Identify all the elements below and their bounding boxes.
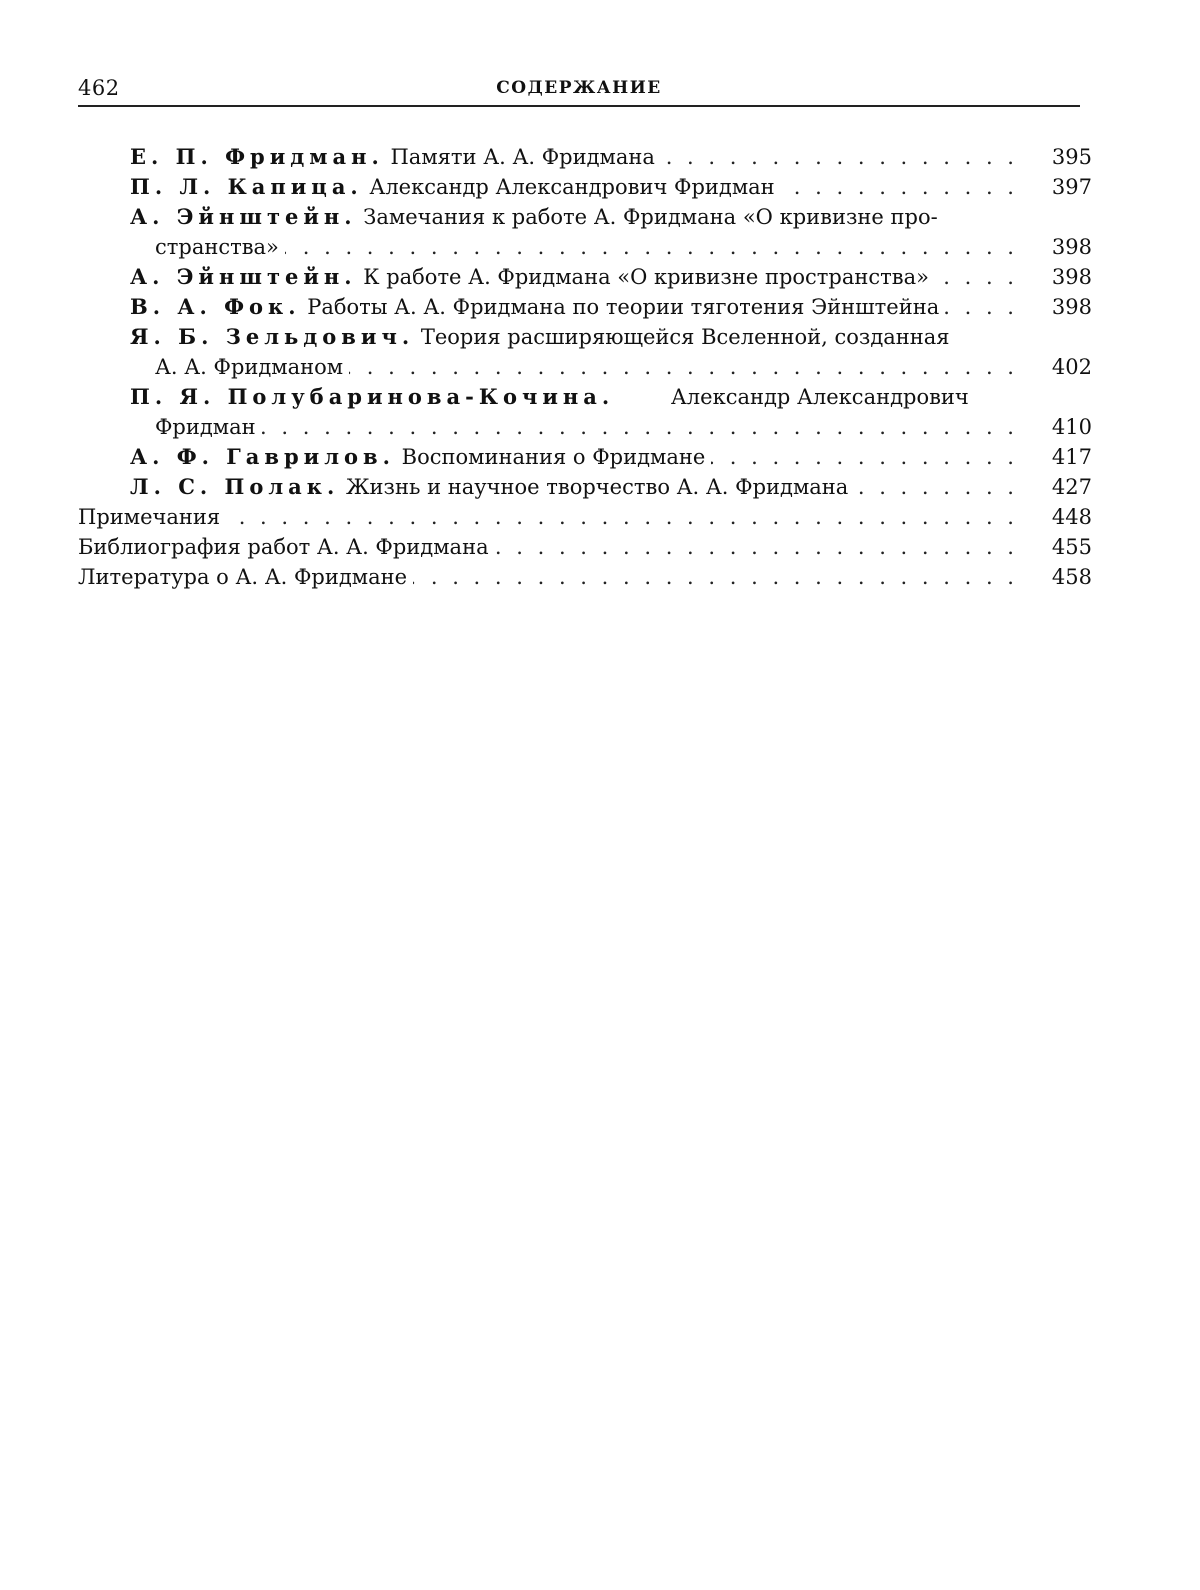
toc-entry: [0, 502, 1200, 532]
toc-entry: [0, 172, 1200, 202]
toc-entry: [0, 142, 1200, 172]
toc-title: Литература о А. А. Фридмане: [78, 565, 408, 589]
toc-page-number: 458: [1051, 565, 1092, 589]
toc-title: Жизнь и научное творчество А. А. Фридмана: [345, 475, 849, 499]
toc-page-number: 427: [1051, 475, 1092, 499]
toc-entry: [0, 382, 1200, 442]
toc-title-line2: странства»: [155, 235, 279, 259]
toc-entry: [0, 262, 1200, 292]
toc-entry: [0, 202, 1200, 262]
table-of-contents: [0, 142, 1200, 592]
toc-page-number: 455: [1051, 535, 1092, 559]
toc-title: К работе А. Фридмана «О кривизне пространства»: [363, 265, 929, 289]
toc-page-number: 402: [1051, 355, 1092, 379]
toc-entry: [0, 322, 1200, 382]
toc-page-number: 448: [1051, 505, 1092, 529]
toc-entry: [0, 292, 1200, 322]
toc-page-number: 397: [1051, 175, 1092, 199]
toc-page-number: 398: [1051, 265, 1092, 289]
toc-title-line2: А. А. Фридманом: [155, 355, 344, 379]
toc-author: А. Эйнштейн.: [130, 204, 357, 229]
toc-title-line1: Теория расширяющейся Вселенной, созданная: [420, 325, 950, 349]
running-header: [78, 74, 1080, 104]
toc-entry: [0, 442, 1200, 472]
toc-author: П. Я. Полубаринова-Кочина.: [130, 384, 615, 409]
toc-title: Работы А. А. Фридмана по теории тяготения Эйнштейна: [307, 295, 940, 319]
toc-entry: [0, 532, 1200, 562]
toc-author: П. Л. Капица.: [130, 174, 363, 199]
toc-title: Памяти А. А. Фридмана: [390, 145, 655, 169]
toc-page-number: 410: [1051, 415, 1092, 439]
toc-page-number: 398: [1051, 235, 1092, 259]
toc-author: Е. П. Фридман.: [130, 144, 384, 169]
toc-entry: [0, 562, 1200, 592]
toc-title: Александр Александрович Фридман: [369, 175, 775, 199]
toc-author: А. Эйнштейн.: [130, 264, 357, 289]
toc-author: Л. С. Полак.: [130, 474, 340, 499]
toc-page-number: 417: [1051, 445, 1092, 469]
toc-page-number: 395: [1051, 145, 1092, 169]
toc-author: В. А. Фок.: [130, 294, 301, 319]
toc-author: А. Ф. Гаврилов.: [130, 444, 395, 469]
toc-title: Воспоминания о Фридмане: [401, 445, 706, 469]
running-title: СОДЕРЖАНИЕ: [496, 78, 662, 98]
toc-title-line1: Александр Александрович: [670, 385, 969, 409]
toc-title: Примечания: [78, 505, 221, 529]
toc-title-line1: Замечания к работе А. Фридмана «О кривизне про-: [363, 205, 938, 229]
toc-title: Библиография работ А. А. Фридмана: [78, 535, 489, 559]
toc-title-line2: Фридман: [155, 415, 256, 439]
header-rule: [78, 105, 1080, 107]
toc-author: Я. Б. Зельдович.: [130, 324, 415, 349]
toc-page-number: 398: [1051, 295, 1092, 319]
page-number: 462: [78, 76, 120, 100]
toc-entry: [0, 472, 1200, 502]
